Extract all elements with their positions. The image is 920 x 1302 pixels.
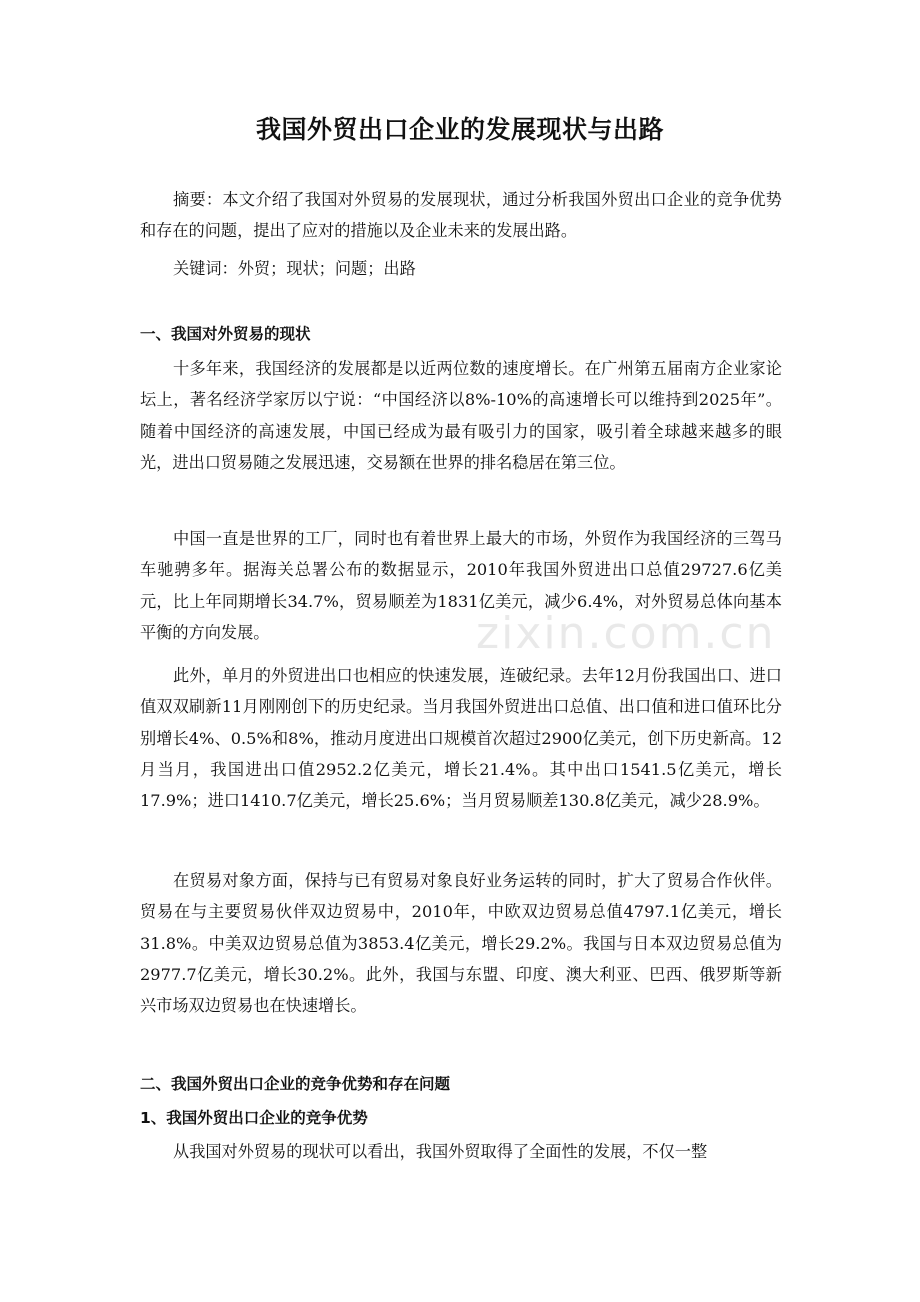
body-paragraph-2: 中国一直是世界的工厂，同时也有着世界上最大的市场，外贸作为我国经济的三驾马车驰骋多年。据海关总署公布的数据显示，2010年我国外贸进出口总值29727.6亿美元，比上年同期增长34.7%，贸易顺差为1831亿美元，减少6.4%，对外贸易总体向基本平衡的方向发展。 — [140, 529, 782, 642]
body-paragraph-3: 此外，单月的外贸进出口也相应的快速发展，连破纪录。去年12月份我国出口、进口值双双刷新11月刚刚创下的历史纪录。当月我国外贸进出口总值、出口值和进口值环比分别增长4%、0.5%和8%，推动月度进出口规模首次超过2900亿美元，创下历史新高。12月当月，我国进出口值2952.2亿美元，增长21.4%。其中出口1541.5亿美元，增长17.9%；进口1410.7亿美元，增长25.6%；当月贸易顺差130.8亿美元，减少28.9%。 — [140, 666, 782, 811]
abstract-paragraph: 摘要：本文介绍了我国对外贸易的发展现状，通过分析我国外贸出口企业的竞争优势和存在的问题，提出了应对的措施以及企业未来的发展出路。 — [140, 190, 782, 241]
document-title: 我国外贸出口企业的发展现状与出路 — [255, 115, 664, 144]
keywords-line: 关键词：外贸；现状；问题；出路 — [173, 259, 416, 278]
body-paragraph-1: 十多年来，我国经济的发展都是以近两位数的速度增长。在广州第五届南方企业家论坛上，著名经济学家厉以宁说：“中国经济以8%-10%的高速增长可以维持到2025年”。随着中国经济的高速发展，中国已经成为最有吸引力的国家，吸引着全球越来越多的眼光，进出口贸易随之发展迅速，交易额在世界的排名稳居在第三位。 — [140, 359, 782, 472]
subsection-heading-1: 1、我国外贸出口企业的竞争优势 — [140, 1109, 368, 1127]
section-heading-1: 一、我国对外贸易的现状 — [140, 325, 311, 343]
body-paragraph-5: 从我国对外贸易的现状可以看出，我国外贸取得了全面性的发展，不仅一整 — [173, 1142, 708, 1161]
watermark: zixin.com.cn — [476, 608, 776, 659]
section-heading-2: 二、我国外贸出口企业的竞争优势和存在问题 — [140, 1075, 451, 1093]
body-paragraph-4: 在贸易对象方面，保持与已有贸易对象良好业务运转的同时，扩大了贸易合作伙伴。贸易在与主要贸易伙伴双边贸易中，2010年，中欧双边贸易总值4797.1亿美元，增长31.8%。中美双边贸易总值为3853.4亿美元，增长29.2%。我国与日本双边贸易总值为2977.7亿美元，增长30.2%。此外，我国与东盟、印度、澳大利亚、巴西、俄罗斯等新兴市场双边贸易也在快速增长。 — [140, 871, 782, 1016]
